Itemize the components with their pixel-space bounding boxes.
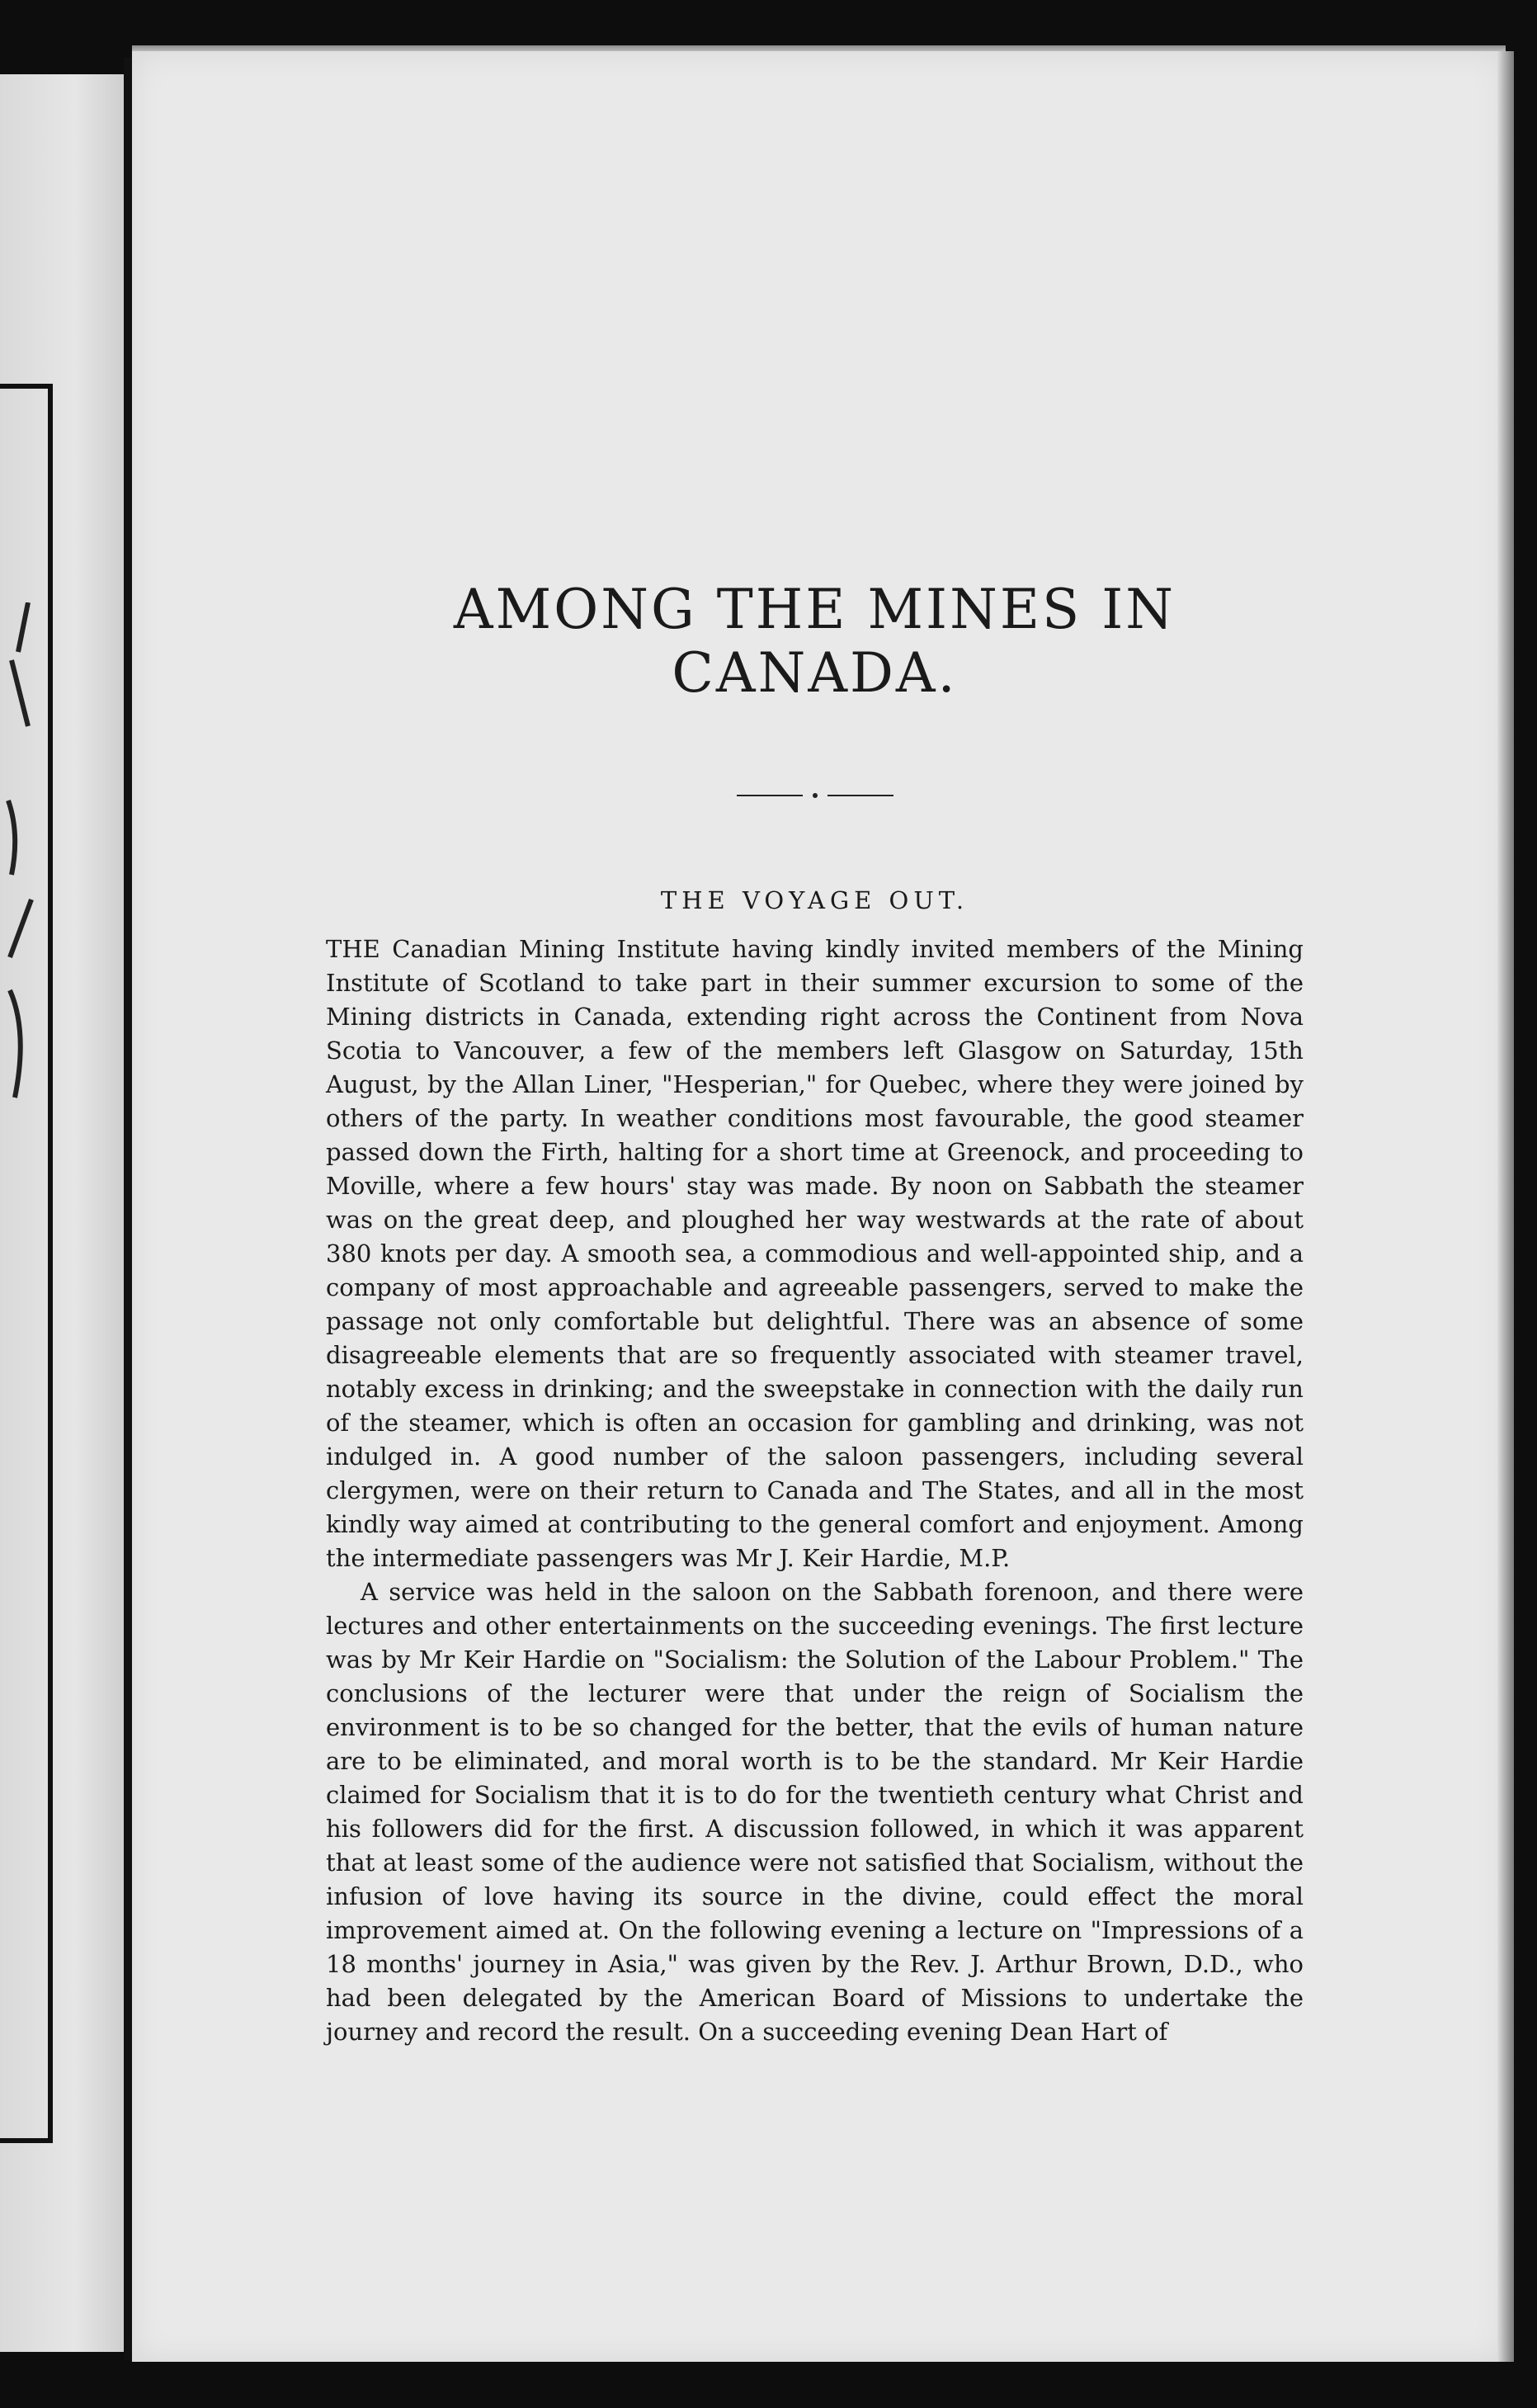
facing-page-marks: [3, 602, 40, 1114]
page-content: [326, 578, 1304, 2049]
page-edge-shadow: [1497, 51, 1514, 2362]
facing-page-edge: [0, 74, 124, 2352]
title-ornament: [737, 791, 893, 800]
body-paragraph: A service was held in the saloon on the Sabbath forenoon, and there were lectures and other entertainments on the succeeding evenings. The first lecture was by Mr Keir Hardie on "Socialism: the Solution of the Labour Problem." The conclusions of the lecturer were that under the reign of Socialism the environment is to be so changed for the better, that the evils of human nature are to be eliminated, and moral worth is to be the standard. Mr Keir Hardie claimed for Socialism that it is to do for the twentieth century what Christ and his followers did for the first. A discussion followed, in which it was apparent that at least some of the audience were not satisfied that Socialism, without the infusion of love having its source in the divine, could effect the moral improvement aimed at. On the following evening a lecture on "Impressions of a 18 months' journey in Asia," was given by the Rev. J. Arthur Brown, D.D., who had been delegated by the American Board of Missions to undertake the journey and record the result. On a succeeding evening Dean Hart of: [326, 1578, 1304, 2046]
book-spine: [124, 58, 132, 2360]
body-paragraph: THE Canadian Mining Institute having kindly invited members of the Mining Institute of Scotland to take part in their summer excursion to some of the Mining districts in Canada, extending right across the Continent from Nova Scotia to Vancouver, a few of the members left Glasgow on Saturday, 15th August, by the Allan Liner, "Hesperian," for Quebec, where they were joined by others of the party. In weather conditions most favourable, the good steamer passed down the Firth, halting for a short time at Greenock, and proceeding to Moville, where a few hours' stay was made. By noon on Sabbath the steamer was on the great deep, and ploughed her way westwards at the rate of about 380 knots per day. A smooth sea, a commodious and well-appointed ship, and a company of most approachable and agreeable passengers, served to make the passage not only comfortable but delightful. There was an absence of some disagreeable elements that are so frequently associated with steamer travel, notably excess in drinking; and the sweepstake in connection with the daily run of the steamer, which is often an occasion for gambling and drinking, was not indulged in. A good number of the saloon passengers, including several clergymen, were on their return to Canada and The States, and all in the most kindly way aimed at contributing to the general comfort and enjoyment. Among the intermediate passengers was Mr J. Keir Hardie, M.P.: [326, 935, 1304, 1572]
section-heading: THE VOYAGE OUT.: [660, 886, 969, 914]
page-title: AMONG THE MINES IN CANADA.: [453, 578, 1176, 705]
